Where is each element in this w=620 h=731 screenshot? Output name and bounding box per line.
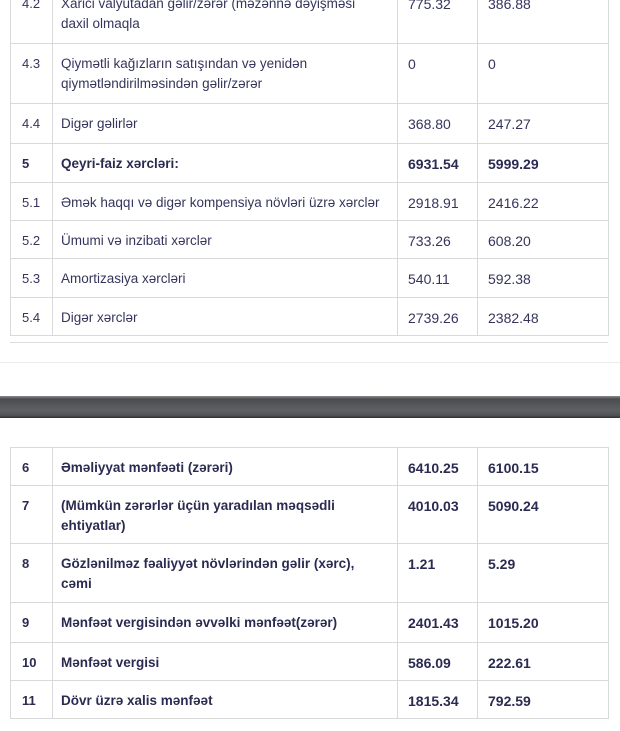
- table-row: [11, 603, 609, 643]
- value-col1: 1.21: [398, 544, 478, 603]
- value-col2: 386.88: [478, 0, 609, 44]
- page-separator-bar: [0, 396, 620, 418]
- value-col1: 4010.03: [398, 486, 478, 544]
- table-row: [11, 486, 609, 544]
- table-row: [11, 183, 609, 221]
- row-number: 6: [11, 448, 53, 486]
- table-row: [11, 298, 609, 336]
- row-number: 4.2: [11, 0, 53, 44]
- row-number: 7: [11, 486, 53, 544]
- row-label: Gözlənilməz fəaliyyət növlərindən gəlir (xərc), cəmi: [53, 544, 398, 603]
- value-col2: 222.61: [478, 643, 609, 681]
- table-row: [11, 144, 609, 183]
- value-col1: 6410.25: [398, 448, 478, 486]
- table-row: [11, 448, 609, 486]
- table-row: [11, 643, 609, 681]
- value-col2: 5999.29: [478, 144, 609, 183]
- value-col1: 1815.34: [398, 681, 478, 719]
- value-col1: 2401.43: [398, 603, 478, 643]
- table-row: [11, 104, 609, 144]
- row-label: Əməliyyat mənfəəti (zərəri): [53, 448, 398, 486]
- table-outer-border: [10, 342, 608, 343]
- value-col2: 5090.24: [478, 486, 609, 544]
- value-col1: 2918.91: [398, 183, 478, 221]
- table-row: [11, 221, 609, 259]
- row-label: Ümumi və inzibati xərclər: [53, 221, 398, 259]
- row-number: 8: [11, 544, 53, 603]
- value-col1: 0: [398, 44, 478, 104]
- value-col1: 6931.54: [398, 144, 478, 183]
- row-number: 4.4: [11, 104, 53, 144]
- row-number: 9: [11, 603, 53, 643]
- row-number: 5.4: [11, 298, 53, 336]
- row-number: 4.3: [11, 44, 53, 104]
- value-col2: 792.59: [478, 681, 609, 719]
- income-statement-table-upper: [10, 0, 609, 336]
- row-label: Digər gəlirlər: [53, 104, 398, 144]
- table-row: [11, 259, 609, 298]
- row-label: Dövr üzrə xalis mənfəət: [53, 681, 398, 719]
- row-label: Mənfəət vergisi: [53, 643, 398, 681]
- row-number: 10: [11, 643, 53, 681]
- section-divider-line: [0, 362, 620, 363]
- table-row: [11, 0, 609, 44]
- row-number: 5.3: [11, 259, 53, 298]
- value-col2: 2416.22: [478, 183, 609, 221]
- value-col1: 540.11: [398, 259, 478, 298]
- row-label: Xarici valyutadan gəlir/zərər (məzənnə dəyişməsi daxil olmaqla: [53, 0, 398, 44]
- table-row: [11, 544, 609, 603]
- value-col2: 608.20: [478, 221, 609, 259]
- income-statement-table-lower: [10, 447, 609, 719]
- row-label: Qeyri-faiz xərcləri:: [53, 144, 398, 183]
- value-col1: 775.32: [398, 0, 478, 44]
- row-number: 5.2: [11, 221, 53, 259]
- row-number: 5.1: [11, 183, 53, 221]
- table-row: [11, 44, 609, 104]
- row-label: Qiymətli kağızların satışından və yenidən qiymətləndirilməsindən gəlir/zərər: [53, 44, 398, 104]
- row-label: (Mümkün zərərlər üçün yaradılan məqsədli ehtiyatlar): [53, 486, 398, 544]
- row-label: Mənfəət vergisindən əvvəlki mənfəət(zərər): [53, 603, 398, 643]
- row-label: Digər xərclər: [53, 298, 398, 336]
- row-label: Əmək haqqı və digər kompensiya növləri üzrə xərclər: [53, 183, 398, 221]
- value-col2: 592.38: [478, 259, 609, 298]
- value-col1: 586.09: [398, 643, 478, 681]
- value-col1: 733.26: [398, 221, 478, 259]
- value-col2: 2382.48: [478, 298, 609, 336]
- value-col1: 368.80: [398, 104, 478, 144]
- row-number: 5: [11, 144, 53, 183]
- row-number: 11: [11, 681, 53, 719]
- row-label: Amortizasiya xərcləri: [53, 259, 398, 298]
- value-col2: 5.29: [478, 544, 609, 603]
- table-row: [11, 681, 609, 719]
- value-col2: 0: [478, 44, 609, 104]
- value-col1: 2739.26: [398, 298, 478, 336]
- value-col2: 6100.15: [478, 448, 609, 486]
- value-col2: 1015.20: [478, 603, 609, 643]
- value-col2: 247.27: [478, 104, 609, 144]
